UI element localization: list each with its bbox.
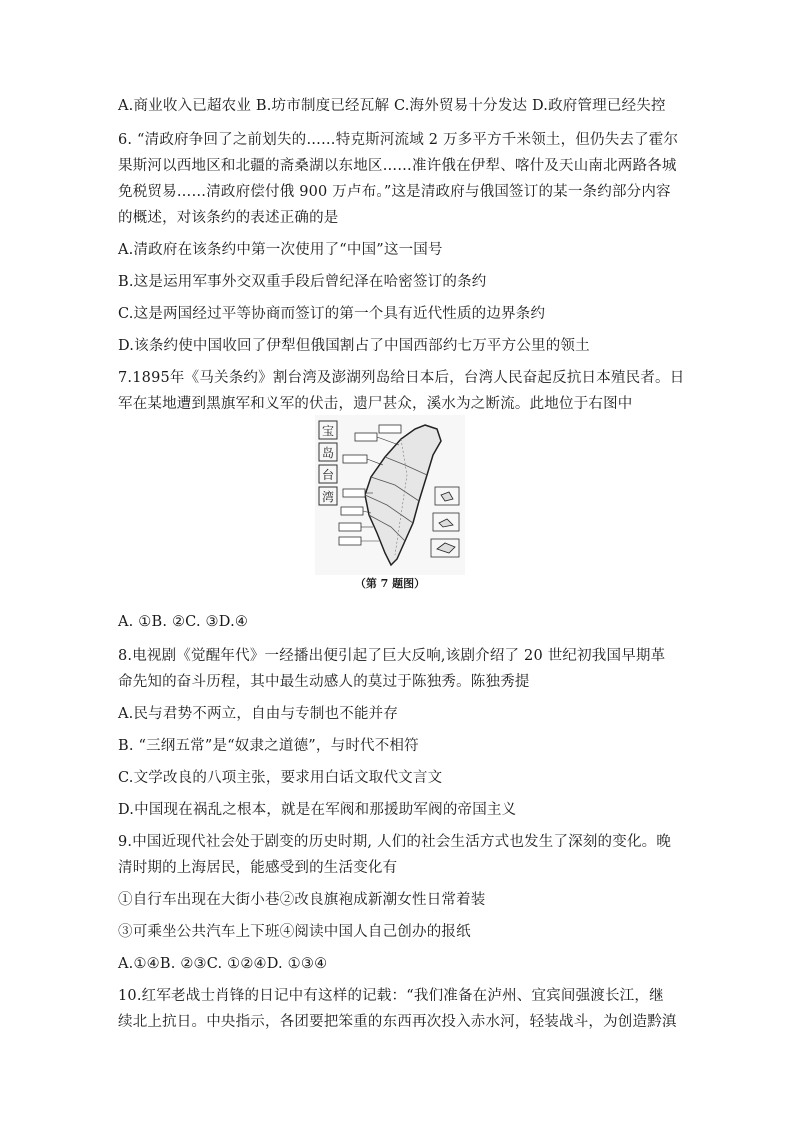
question-6-option-a: A.清政府在该条约中第一次使用了“中国”这一国号 — [118, 242, 443, 258]
question-6-option-d: D.该条约使中国收回了伊犁但俄国割占了中国西部约七万平方公里的领土 — [118, 338, 590, 354]
map-title-char: 湾 — [321, 490, 335, 504]
question-6-text: 果斯河以西地区和北疆的斋桑湖以东地区……准许俄在伊犁、喀什及天山南北两路各城 — [118, 158, 677, 174]
question-7-text: 7.1895年《马关条约》割台湾及澎湖列岛给日本后，台湾人民奋起反抗日本殖民者。日 — [118, 370, 685, 386]
question-8-text: 8.电视剧《觉醒年代》一经播出便引起了巨大反响,该剧介绍了 20 世纪初我国早期革 — [118, 648, 666, 664]
question-6-text: 免税贸易……清政府偿付俄 900 万卢布。”这是清政府与俄国签订的某一条约部分内容 — [118, 184, 671, 200]
question-9-statement: ①自行车出现在大街小巷②改良旗袍成新潮女性日常着装 — [118, 892, 486, 908]
question-8-option-d: D.中国现在祸乱之根本，就是在军阀和那援助军阀的帝国主义 — [118, 802, 517, 818]
question-9-statement: ③可乘坐公共汽车上下班④阅读中国人自己创办的报纸 — [118, 924, 471, 940]
taiwan-map-figure — [315, 415, 465, 603]
question-10-text: 续北上抗日。中央指示，各团要把笨重的东西再次投入赤水河，轻装战斗，为创造黔滇 — [118, 1014, 677, 1030]
question-9-text: 清时期的上海居民，能感受到的生活变化有 — [118, 860, 398, 876]
map-title-char: 岛 — [321, 446, 335, 460]
map-title-char: 台 — [321, 468, 335, 482]
question-6-text: 的概述，对该条约的表述正确的是 — [118, 210, 339, 226]
option-line-q5: A.商业收入已超农业 B.坊市制度已经瓦解 C.海外贸易十分发达 D.政府管理已经失控 — [118, 98, 666, 114]
question-8-text: 命先知的奋斗历程，其中最生动感人的莫过于陈独秀。陈独秀提 — [118, 674, 530, 690]
question-8-option-a: A.民与君势不两立，自由与专制也不能并存 — [118, 706, 399, 722]
question-8-option-b: B. “三纲五常”是“奴隶之道德”，与时代不相符 — [118, 738, 419, 754]
question-6-option-b: B.这是运用军事外交双重手段后曾纪泽在哈密签订的条约 — [118, 274, 487, 290]
question-7-text: 军在某地遭到黑旗军和义军的伏击，遗尸甚众，溪水为之断流。此地位于右图中 — [118, 396, 633, 412]
question-9-text: 9.中国近现代社会处于剧变的历史时期, 人们的社会生活方式也发生了深刻的变化。晚 — [118, 834, 672, 850]
figure-caption: （第 7 题图） — [354, 577, 426, 590]
question-10-text: 10.红军老战士肖锋的日记中有这样的记载：“我们准备在泸州、宜宾间强渡长江，继 — [118, 988, 664, 1004]
question-9-options: A.①④B. ②③C. ①②④D. ①③④ — [118, 956, 328, 972]
question-8-option-c: C.文学改良的八项主张，要求用白话文取代文言文 — [118, 770, 443, 786]
taiwan-map-icon — [315, 415, 465, 575]
question-6-text: 6. “清政府争回了之前划失的……特克斯河流域 2 万多平方千米领土，但仍失去了霍尔 — [118, 132, 679, 148]
question-6-option-c: C.这是两国经过平等协商而签订的第一个具有近代性质的边界条约 — [118, 306, 546, 322]
question-7-options: A. ①B. ②C. ③D.④ — [118, 614, 249, 630]
map-title-char: 宝 — [321, 424, 335, 438]
